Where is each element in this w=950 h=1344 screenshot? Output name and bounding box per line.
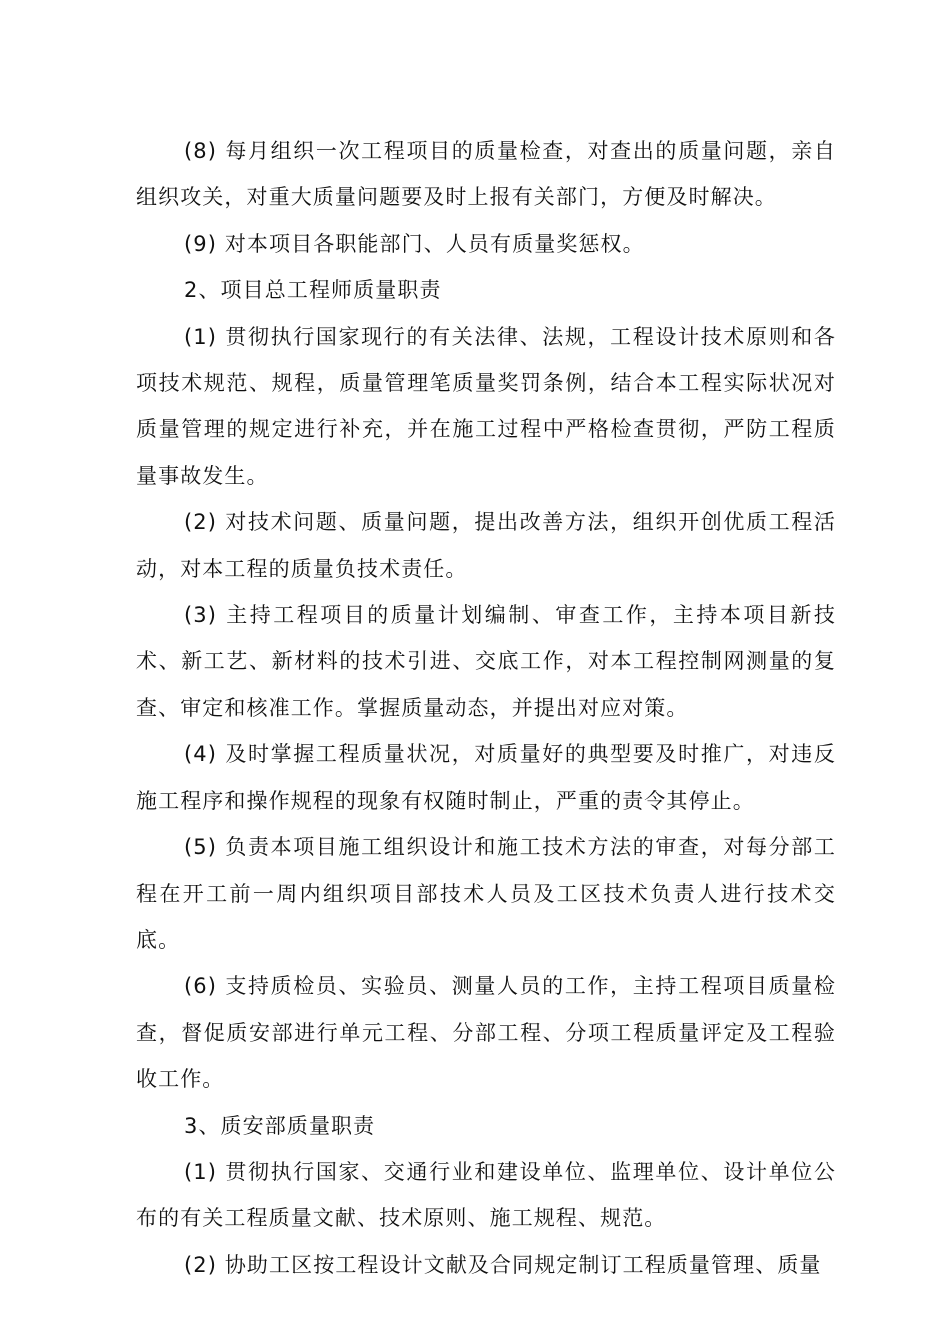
paragraph-3-1: (1) 贯彻执行国家、交通行业和建设单位、监理单位、设计单位公布的有关工程质量文献、技术原则、施工规程、规范。: [136, 1159, 836, 1231]
section-heading-2: 2、项目总工程师质量职责: [184, 278, 442, 303]
paragraph-3-2: (2) 协助工区按工程设计文献及合同规定制订工程质量管理、质量: [184, 1252, 822, 1277]
paragraph-9: (9) 对本项目各职能部门、人员有质量奖惩权。: [184, 231, 645, 256]
document-body: [136, 128, 836, 1288]
section-heading-3: 3、质安部质量职责: [184, 1113, 376, 1138]
paragraph-2-1: (1) 贯彻执行国家现行的有关法律、法规，工程设计技术原则和各项技术规范、规程，质量管理笔质量奖罚条例，结合本工程实际状况对质量管理的规定进行补充，并在施工过程中严格检查贯彻，严防工程质量事故发生。: [136, 324, 836, 488]
paragraph-2-5: (5) 负责本项目施工组织设计和施工技术方法的审查，对每分部工程在开工前一周内组织项目部技术人员及工区技术负责人进行技术交底。: [136, 835, 836, 952]
paragraph-2-3: (3) 主持工程项目的质量计划编制、审查工作，主持本项目新技术、新工艺、新材料的技术引进、交底工作，对本工程控制网测量的复查、审定和核准工作。掌握质量动态，并提出对应对策。: [136, 603, 836, 720]
paragraph-2-2: (2) 对技术问题、质量问题，提出改善方法，组织开创优质工程活动，对本工程的质量负技术责任。: [136, 510, 836, 581]
paragraph-8: (8) 每月组织一次工程项目的质量检查，对查出的质量问题，亲自组织攻关，对重大质量问题要及时上报有关部门，方便及时解决。: [136, 139, 836, 210]
paragraph-2-4: (4) 及时掌握工程质量状况，对质量好的典型要及时推广，对违反施工程序和操作规程的现象有权随时制止，严重的责令其停止。: [136, 742, 836, 813]
paragraph-2-6: (6) 支持质检员、实验员、测量人员的工作，主持工程项目质量检查，督促质安部进行单元工程、分部工程、分项工程质量评定及工程验收工作。: [136, 974, 836, 1092]
